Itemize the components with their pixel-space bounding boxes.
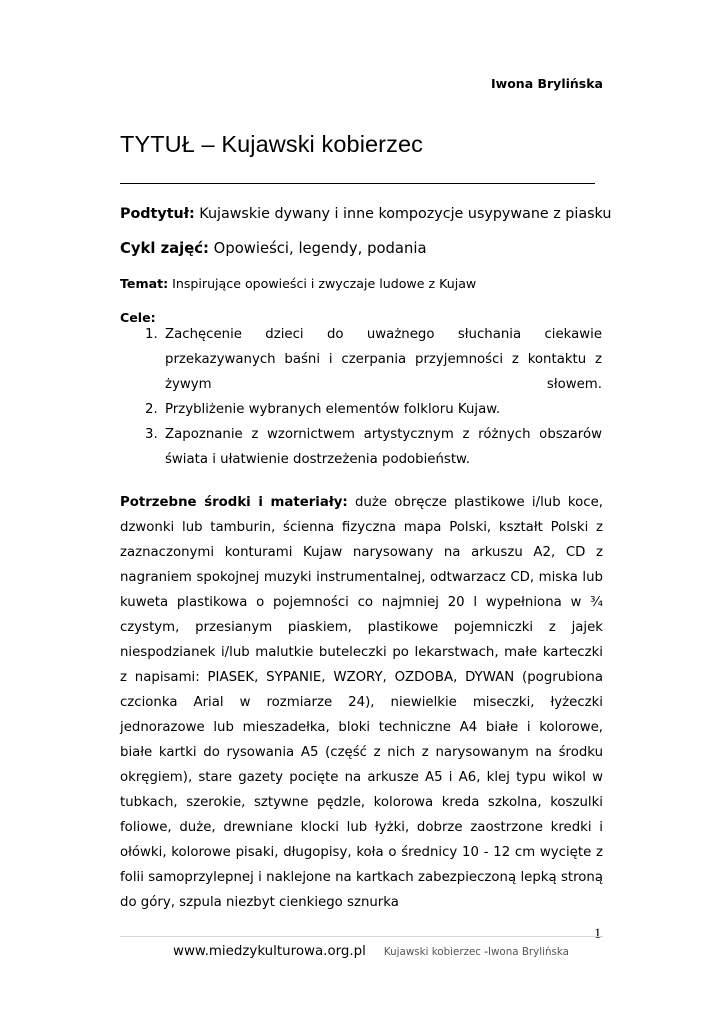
cycle-line bbox=[120, 240, 427, 257]
goal-number: 2. bbox=[145, 402, 158, 417]
title-underline bbox=[120, 183, 595, 184]
footer-dash: - bbox=[484, 946, 488, 958]
goal-text: Zapoznanie z wzornictwem artystycznym z różnych obszarów świata i ułatwienie dostrzeżenia podobieństw. bbox=[165, 427, 602, 467]
cycle-text: Opowieści, legendy, podania bbox=[208, 240, 427, 257]
footer-doc-title: Kujawski kobierzec bbox=[383, 946, 485, 958]
materials-text: duże obręcze plastikowe i/lub koce, dzwonki lub tamburin, ścienna fizyczna mapa Polski, kształt Polski z zaznaczonymi konturami Kujaw narysowany na arkuszu A2, CD z nagraniem spokojnej muzyki instrumentalnej, odtwarzacz CD, miska lub kuweta plastikowa o pojemności co najmniej 20 l wypełniona w ¾ czystym, przesianym piaskiem, plastikowe pojemniczki z jajek niespodzianek i/lub malutkie buteleczki po lekarstwach, małe karteczki z napisami: PIASEK, SYPANIE, WZORY, OZDOBA, DYWAN (pogrubiona czcionka Arial w rozmiarze 24), niewielkie miseczki, łyżeczki jednorazowe lub mieszadełka, bloki techniczne A4 białe i kolorowe, białe kartki do rysowania A5 (część z nich z narysowanym na środku okręgiem), stare gazety pocięte na arkusze A5 i A6, klej typu wikol w tubkach, szerokie, sztywne pędzle, kolorowa kreda szkolna, koszulki foliowe, duże, drewniane klocki lub łyżki, dobrze zaostrzone kredki i ołówki, kolorowe pisaki, długopisy, koła o średnicy 10 - 12 cm wycięte z folii samoprzylepnej i naklejone na kartkach zabezpieczoną lepką stroną do góry, szpula niezbyt cienkiego sznurka bbox=[120, 495, 603, 910]
goals-label: Cele: bbox=[120, 310, 156, 325]
goal-item bbox=[120, 322, 602, 397]
materials-label: Potrzebne środki i materiały: bbox=[120, 495, 348, 510]
materials-paragraph bbox=[120, 490, 603, 910]
footer-website-link[interactable]: www.miedzykulturowa.org.pl bbox=[173, 944, 366, 959]
cycle-label: Cykl zajęć: bbox=[120, 240, 209, 257]
subtitle-line bbox=[120, 206, 611, 222]
goal-text: Przybliżenie wybranych elementów folkloru Kujaw. bbox=[165, 402, 501, 417]
page-title: TYTUŁ – Kujawski kobierzec bbox=[120, 131, 423, 157]
author-name: Iwona Brylińska bbox=[491, 76, 603, 91]
topic-label: Temat: bbox=[120, 276, 169, 291]
page-footer bbox=[173, 940, 569, 959]
goal-number: 3. bbox=[145, 427, 158, 442]
goals-list bbox=[120, 322, 602, 472]
goal-text: Zachęcenie dzieci do uważnego słuchania ciekawie przekazywanych baśni i czerpania przyjemności z kontaktu z żywym słowem. bbox=[165, 327, 602, 392]
topic-line bbox=[120, 276, 476, 291]
subtitle-text: Kujawskie dywany i inne kompozycje usypywane z piasku bbox=[194, 206, 612, 222]
goal-item bbox=[120, 397, 602, 422]
goal-item bbox=[120, 422, 602, 472]
footer-doc-author: Iwona Brylińska bbox=[487, 946, 569, 958]
footer-divider bbox=[120, 936, 603, 937]
page-number: 1 bbox=[594, 926, 602, 942]
topic-text: Inspirujące opowieści i zwyczaje ludowe z Kujaw bbox=[168, 276, 477, 291]
goal-number: 1. bbox=[145, 327, 158, 342]
subtitle-label: Podtytuł: bbox=[120, 206, 195, 222]
